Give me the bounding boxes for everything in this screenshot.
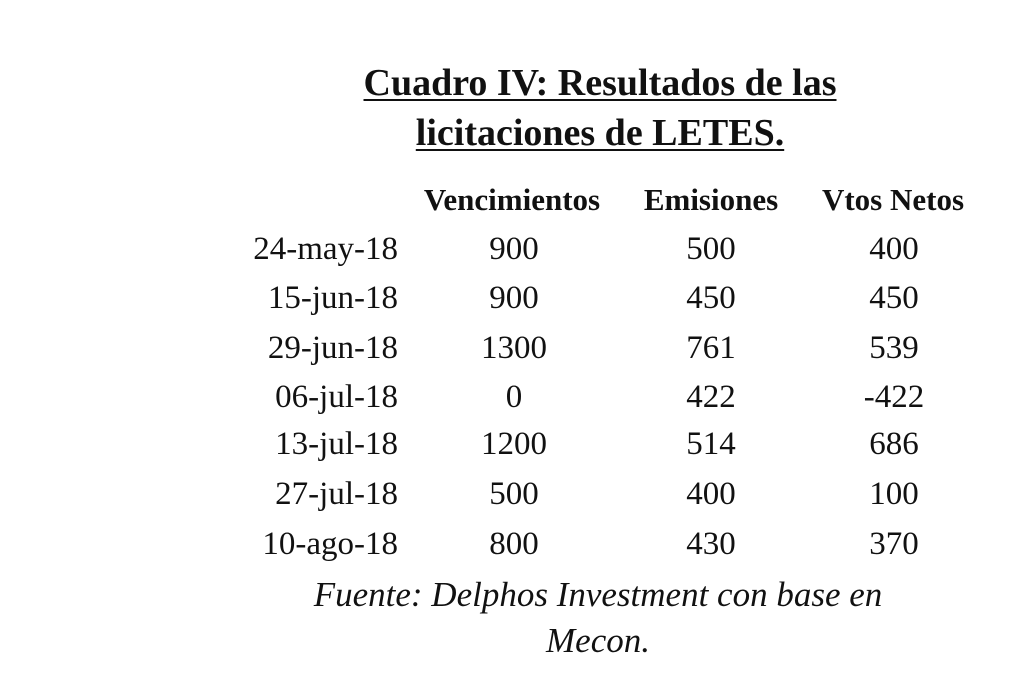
table-title-line-2: licitaciones de LETES.	[415, 112, 785, 154]
row-emisiones: 430	[686, 526, 736, 562]
table-row	[0, 419, 1024, 469]
column-header-vencimientos: Vencimientos	[423, 182, 601, 217]
table-title	[260, 58, 940, 158]
row-emisiones: 514	[686, 426, 736, 462]
row-vtos-netos: 400	[869, 231, 919, 267]
row-date: 06-jul-18	[275, 379, 398, 415]
row-vtos-netos: 686	[869, 426, 919, 462]
column-header-emisiones: Emisiones	[643, 182, 779, 217]
table-row	[0, 372, 1024, 422]
table-row	[0, 224, 1024, 274]
table-row	[0, 519, 1024, 569]
row-vtos-netos: 370	[869, 526, 919, 562]
row-emisiones: 422	[686, 379, 736, 415]
row-vtos-netos: -422	[863, 379, 925, 415]
source-note	[240, 572, 956, 664]
row-date: 13-jul-18	[275, 426, 398, 462]
row-vencimientos: 900	[489, 231, 539, 267]
row-vtos-netos: 450	[869, 280, 919, 316]
table-row	[0, 323, 1024, 373]
column-header-vtos-netos: Vtos Netos	[821, 182, 965, 217]
row-vtos-netos: 100	[869, 476, 919, 512]
row-date: 15-jun-18	[267, 280, 398, 316]
table-row	[0, 469, 1024, 519]
row-date: 24-may-18	[253, 231, 398, 267]
source-line-2: Mecon.	[546, 621, 650, 660]
table-title-line-1: Cuadro IV: Resultados de las	[363, 62, 837, 104]
row-emisiones: 761	[686, 330, 736, 366]
row-emisiones: 400	[686, 476, 736, 512]
source-line-1: Fuente: Delphos Investment con base en	[313, 575, 883, 614]
row-vencimientos: 500	[489, 476, 539, 512]
table-row	[0, 273, 1024, 323]
row-date: 27-jul-18	[275, 476, 398, 512]
row-emisiones: 500	[686, 231, 736, 267]
row-vencimientos: 0	[505, 379, 523, 415]
row-vtos-netos: 539	[869, 330, 919, 366]
row-date: 29-jun-18	[267, 330, 398, 366]
row-vencimientos: 1300	[481, 330, 547, 366]
row-vencimientos: 800	[489, 526, 539, 562]
row-vencimientos: 1200	[481, 426, 547, 462]
row-emisiones: 450	[686, 280, 736, 316]
row-vencimientos: 900	[489, 280, 539, 316]
row-date: 10-ago-18	[262, 526, 398, 562]
